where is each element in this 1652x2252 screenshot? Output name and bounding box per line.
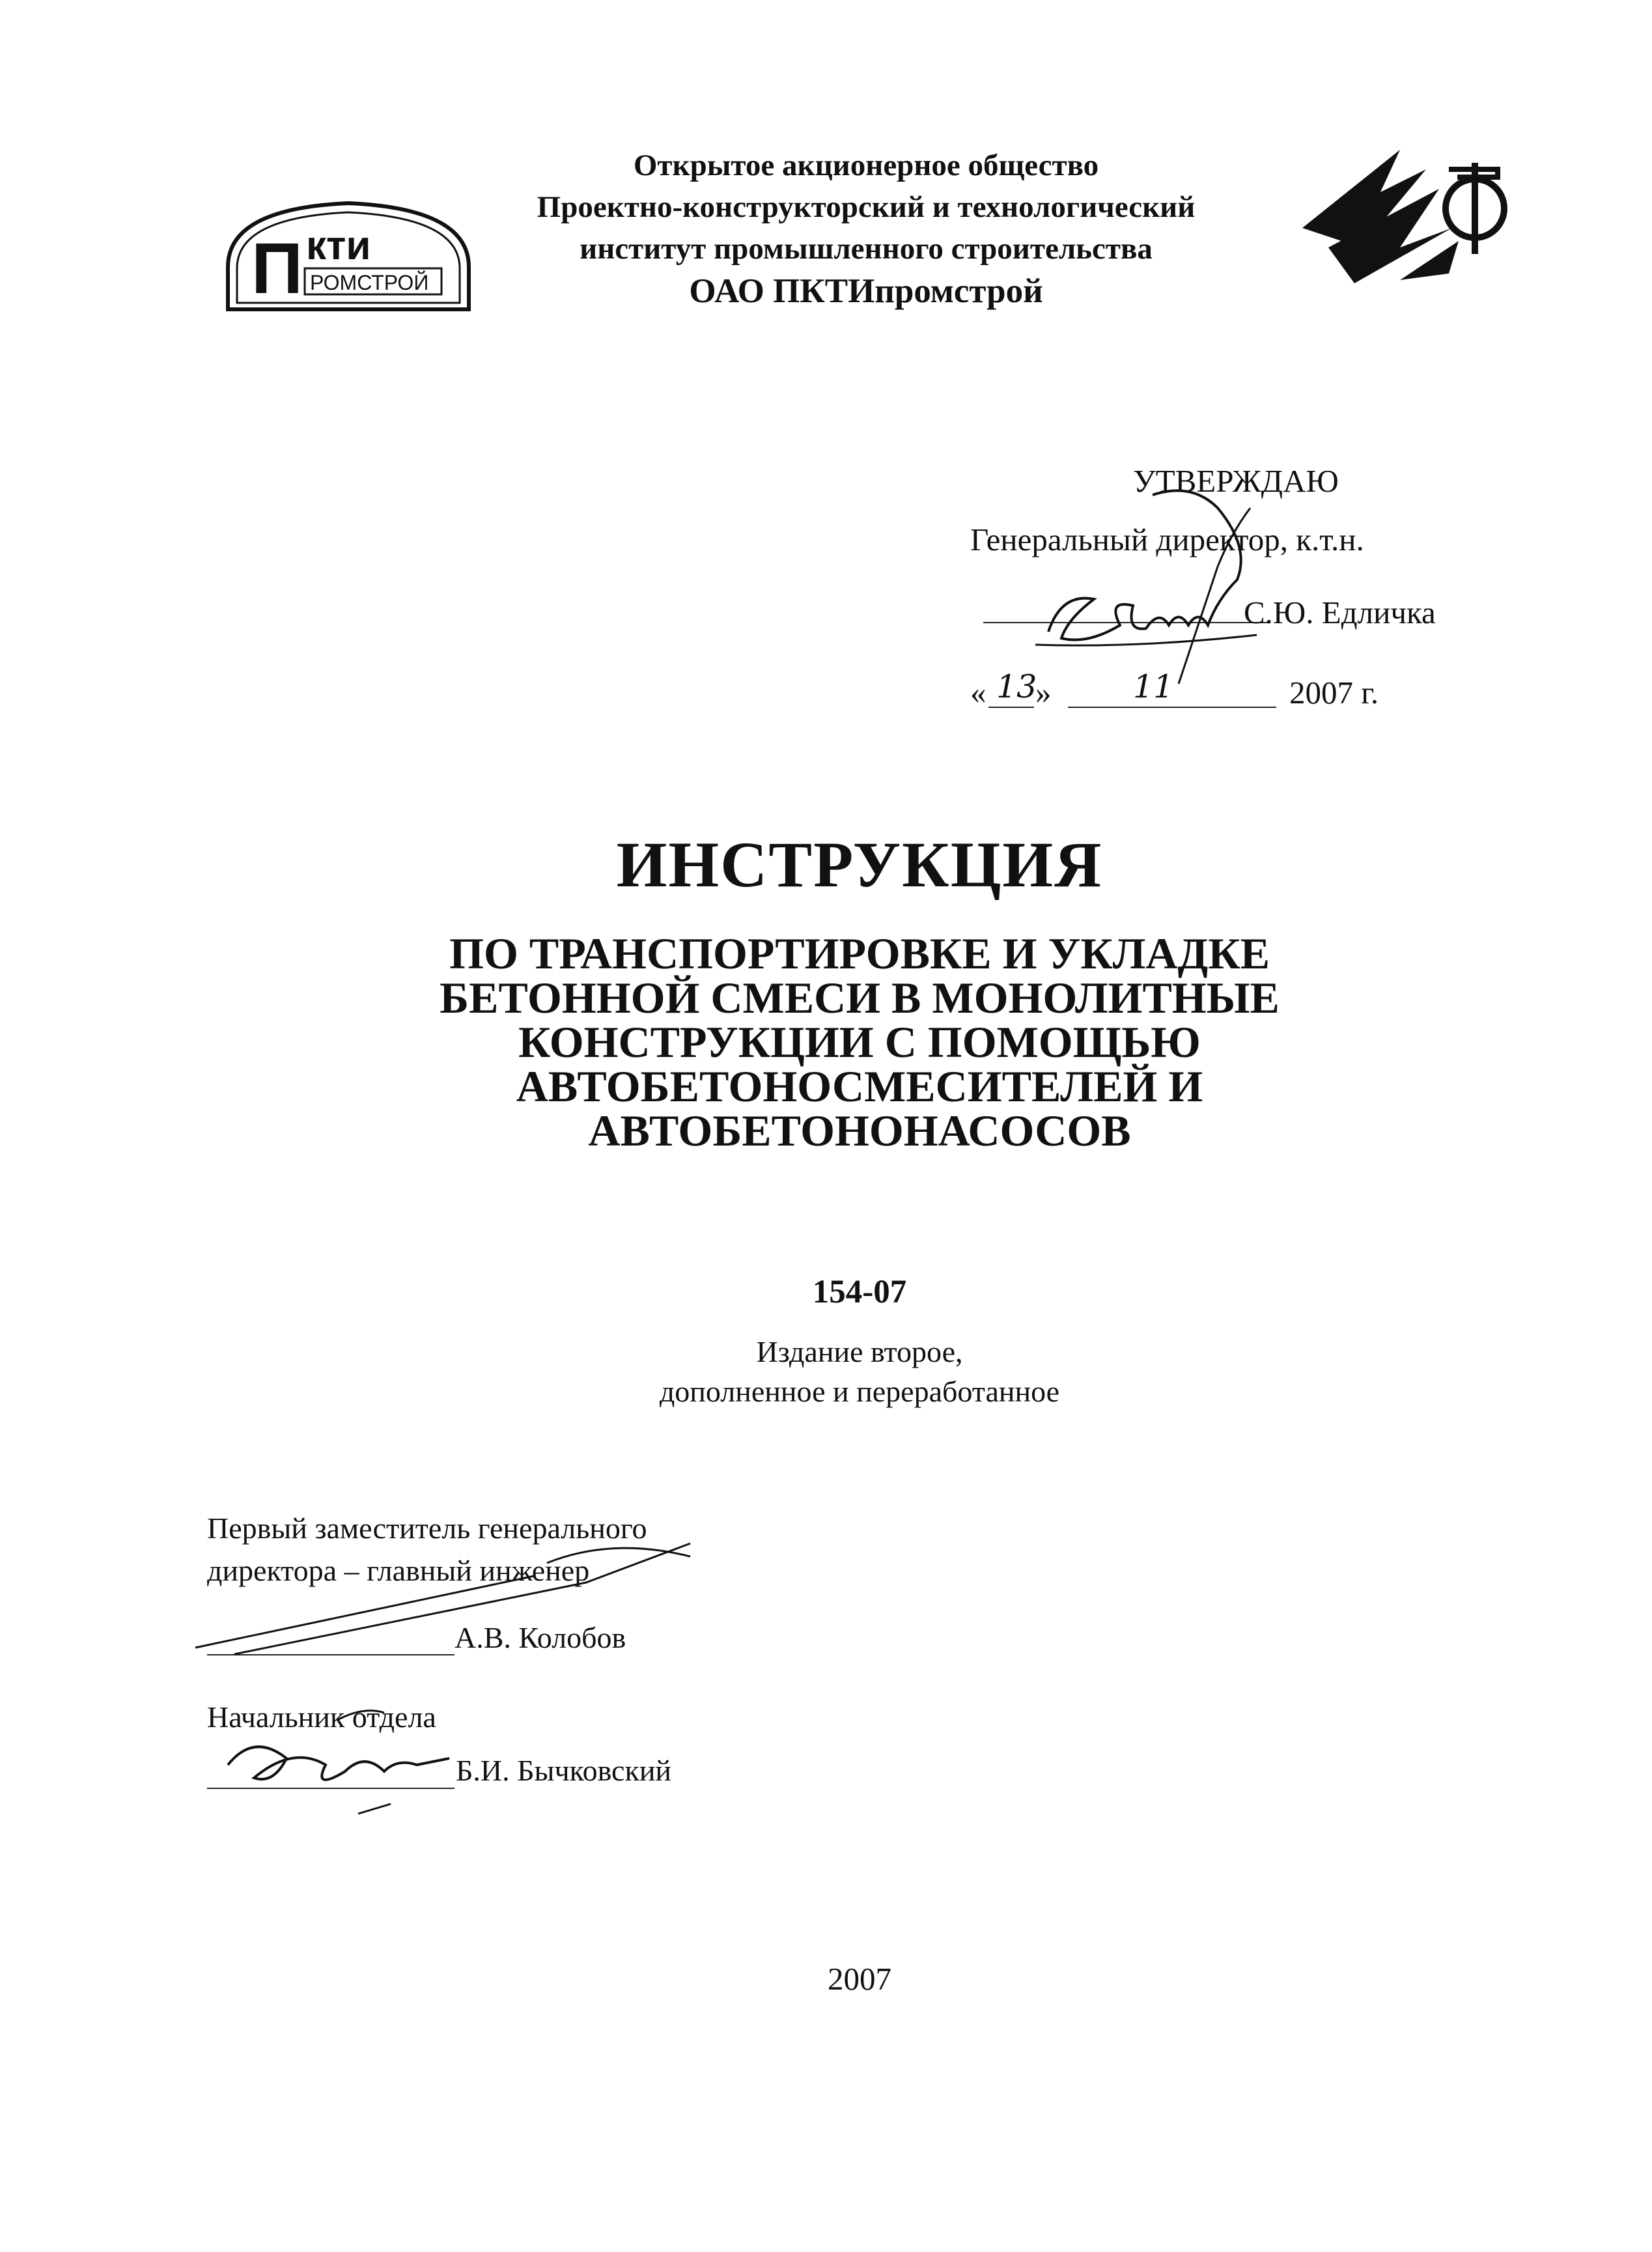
logo-letter-p: П: [251, 229, 303, 309]
org-line-2: Проектно-конструкторский и технологический: [537, 190, 1196, 224]
first-deputy-title-line-1: Первый заместитель генерального: [207, 1512, 647, 1545]
org-line-1: Открытое акционерное общество: [633, 148, 1099, 182]
document-title: ИНСТРУКЦИЯ: [616, 828, 1103, 901]
director-signature: [1022, 469, 1296, 716]
subtitle-line-1: ПО ТРАНСПОРТИРОВКЕ И УКЛАДКЕ: [449, 929, 1270, 978]
organization-header: [495, 145, 1237, 313]
subtitle-line-4: АВТОБЕТОНОСМЕСИТЕЛЕЙ И: [516, 1062, 1203, 1111]
org-line-3: институт промышленного строительства: [580, 232, 1153, 266]
approval-date-close: »: [1035, 675, 1052, 711]
document-subtitle: [293, 931, 1426, 1153]
document-code: 154-07: [812, 1274, 907, 1310]
first-deputy-name: А.В. Колобов: [455, 1621, 626, 1654]
subtitle-line-5: АВТОБЕТОНОНАСОСОВ: [588, 1106, 1131, 1155]
first-deputy-signature: [195, 1517, 716, 1687]
subtitle-line-3: КОНСТРУКЦИИ С ПОМОЩЬЮ: [518, 1017, 1201, 1067]
approval-date-open: «: [970, 675, 987, 711]
approval-label: УТВЕРЖДАЮ: [1133, 463, 1339, 499]
subtitle-line-2: БЕТОННОЙ СМЕСИ В МОНОЛИТНЫЕ: [440, 973, 1280, 1022]
logo-letters-kti: кти: [306, 223, 371, 268]
edition-line-1: Издание второе,: [756, 1335, 963, 1368]
logo-letters-romstroy: РОМСТРОЙ: [310, 271, 429, 294]
org-short-name: ОАО ПКТИпромстрой: [689, 272, 1043, 310]
head-dept-name: Б.И. Бычковский: [456, 1754, 672, 1787]
pkti-logo: [215, 195, 482, 319]
first-deputy-title-line-2: директора – главный инженер: [207, 1554, 590, 1587]
edition-line-2: дополненное и переработанное: [659, 1375, 1060, 1408]
approval-block: [970, 449, 1504, 716]
approval-position: Генеральный директор, к.т.н.: [970, 522, 1364, 557]
star-emblem-logo: [1302, 143, 1524, 287]
approval-name: С.Ю. Едличка: [1244, 595, 1436, 630]
approval-date-day: 13: [996, 668, 1037, 705]
footer-year: 2007: [828, 1961, 891, 1997]
approval-date-month: 11: [1133, 668, 1174, 705]
approval-date-year: 2007 г.: [1289, 675, 1379, 711]
head-dept-label: Начальник отдела: [207, 1700, 436, 1734]
head-dept-signature: [215, 1693, 488, 1823]
edition-note: [534, 1332, 1185, 1411]
